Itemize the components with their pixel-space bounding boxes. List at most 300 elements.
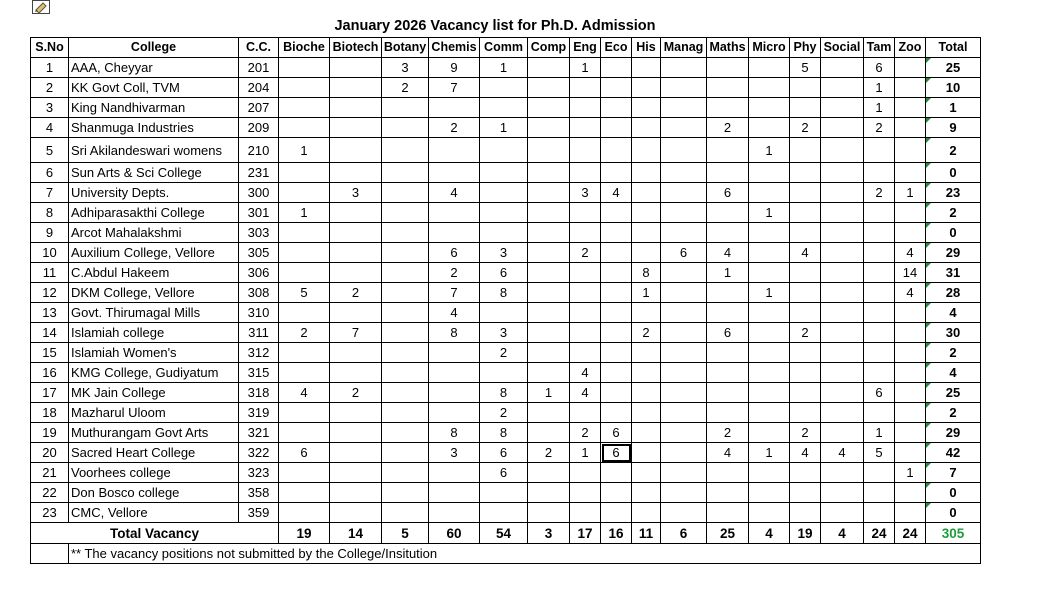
cell-his[interactable] [632,383,661,403]
cell-bioche[interactable]: 4 [279,383,330,403]
cell-total[interactable]: 31 [926,263,981,283]
cell-phy[interactable] [790,263,821,283]
cell-total[interactable]: 2 [926,203,981,223]
cell-tam[interactable] [864,483,895,503]
total-biotech[interactable]: 14 [330,523,382,544]
cell-micro[interactable] [749,263,790,283]
cell-tam[interactable]: 2 [864,118,895,138]
total-social[interactable]: 4 [821,523,864,544]
cell-manag[interactable] [661,78,707,98]
cell-botany[interactable] [382,363,429,383]
cell-maths[interactable] [707,403,749,423]
cell-phy[interactable]: 2 [790,118,821,138]
cell-chemis[interactable] [429,203,480,223]
cell-total[interactable]: 29 [926,423,981,443]
cell-comm[interactable] [480,78,528,98]
cell-maths[interactable] [707,98,749,118]
cell-manag[interactable] [661,323,707,343]
cell-c-c[interactable]: 207 [239,98,279,118]
cell-his[interactable] [632,363,661,383]
cell-eng[interactable] [570,78,601,98]
total-bioche[interactable]: 19 [279,523,330,544]
cell-micro[interactable]: 1 [749,443,790,463]
cell-tam[interactable] [864,463,895,483]
cell-social[interactable] [821,483,864,503]
cell-bioche[interactable]: 1 [279,138,330,163]
cell-comp[interactable] [528,403,570,423]
cell-eco[interactable] [601,263,632,283]
cell-micro[interactable] [749,363,790,383]
cell-maths[interactable]: 1 [707,263,749,283]
cell-comm[interactable] [480,163,528,183]
cell-comp[interactable] [528,78,570,98]
cell-zoo[interactable] [895,78,926,98]
cell-c-c[interactable]: 310 [239,303,279,323]
cell-comm[interactable]: 8 [480,423,528,443]
cell-total[interactable]: 30 [926,323,981,343]
cell-zoo[interactable] [895,483,926,503]
cell-biotech[interactable]: 2 [330,283,382,303]
cell-zoo[interactable] [895,223,926,243]
column-header-tam[interactable]: Tam [864,38,895,58]
cell-c-c[interactable]: 210 [239,138,279,163]
cell-botany[interactable] [382,138,429,163]
cell-eco[interactable] [601,383,632,403]
cell-maths[interactable]: 2 [707,118,749,138]
cell-college[interactable]: KMG College, Gudiyatum [69,363,239,383]
cell-tam[interactable]: 6 [864,58,895,78]
cell-botany[interactable] [382,463,429,483]
total-maths[interactable]: 25 [707,523,749,544]
cell-s-no[interactable]: 13 [31,303,69,323]
cell-manag[interactable] [661,58,707,78]
cell-his[interactable] [632,483,661,503]
cell-bioche[interactable] [279,78,330,98]
cell-maths[interactable] [707,58,749,78]
cell-botany[interactable] [382,163,429,183]
cell-botany[interactable] [382,203,429,223]
cell-botany[interactable] [382,423,429,443]
cell-chemis[interactable]: 7 [429,78,480,98]
cell-manag[interactable] [661,463,707,483]
column-header-college[interactable]: College [69,38,239,58]
cell-zoo[interactable] [895,323,926,343]
cell-s-no[interactable]: 8 [31,203,69,223]
cell-comm[interactable]: 6 [480,443,528,463]
cell-manag[interactable] [661,343,707,363]
cell-college[interactable]: Sun Arts & Sci College [69,163,239,183]
cell-his[interactable] [632,98,661,118]
cell-comm[interactable]: 8 [480,283,528,303]
cell-phy[interactable] [790,503,821,523]
cell-biotech[interactable] [330,98,382,118]
cell-total[interactable]: 23 [926,183,981,203]
cell-maths[interactable] [707,343,749,363]
cell-comp[interactable] [528,303,570,323]
cell-eng[interactable]: 4 [570,363,601,383]
column-header-micro[interactable]: Micro [749,38,790,58]
cell-eng[interactable]: 2 [570,243,601,263]
cell-micro[interactable] [749,303,790,323]
cell-biotech[interactable] [330,403,382,423]
cell-manag[interactable] [661,118,707,138]
cell-comp[interactable] [528,343,570,363]
cell-chemis[interactable] [429,463,480,483]
cell-manag[interactable] [661,363,707,383]
cell-eng[interactable] [570,138,601,163]
cell-c-c[interactable]: 322 [239,443,279,463]
total-total[interactable]: 305 [926,523,981,544]
cell-s-no[interactable]: 6 [31,163,69,183]
total-comp[interactable]: 3 [528,523,570,544]
cell-maths[interactable] [707,303,749,323]
cell-bioche[interactable] [279,183,330,203]
cell-total[interactable]: 4 [926,303,981,323]
cell-s-no[interactable]: 20 [31,443,69,463]
cell-zoo[interactable] [895,98,926,118]
cell-comp[interactable] [528,163,570,183]
cell-micro[interactable] [749,483,790,503]
cell-social[interactable] [821,423,864,443]
cell-s-no[interactable]: 22 [31,483,69,503]
cell-zoo[interactable] [895,138,926,163]
cell-micro[interactable]: 1 [749,283,790,303]
cell-chemis[interactable] [429,343,480,363]
cell-eco[interactable] [601,138,632,163]
cell-comm[interactable] [480,98,528,118]
cell-comp[interactable] [528,463,570,483]
cell-bioche[interactable] [279,403,330,423]
cell-social[interactable] [821,223,864,243]
cell-c-c[interactable]: 306 [239,263,279,283]
cell-college[interactable]: CMC, Vellore [69,503,239,523]
total-tam[interactable]: 24 [864,523,895,544]
cell-chemis[interactable] [429,223,480,243]
cell-phy[interactable] [790,183,821,203]
cell-eng[interactable] [570,403,601,423]
note-blank-cell[interactable] [31,544,69,564]
cell-s-no[interactable]: 11 [31,263,69,283]
cell-his[interactable]: 1 [632,283,661,303]
column-header-his[interactable]: His [632,38,661,58]
cell-chemis[interactable] [429,383,480,403]
cell-botany[interactable]: 2 [382,78,429,98]
cell-zoo[interactable] [895,363,926,383]
cell-college[interactable]: Mazharul Uloom [69,403,239,423]
cell-comm[interactable]: 3 [480,243,528,263]
cell-phy[interactable]: 2 [790,323,821,343]
cell-comp[interactable] [528,58,570,78]
cell-s-no[interactable]: 17 [31,383,69,403]
cell-comm[interactable] [480,223,528,243]
total-eng[interactable]: 17 [570,523,601,544]
cell-zoo[interactable]: 1 [895,183,926,203]
cell-comm[interactable]: 8 [480,383,528,403]
cell-micro[interactable] [749,223,790,243]
cell-manag[interactable] [661,383,707,403]
cell-eco[interactable] [601,118,632,138]
cell-eco[interactable] [601,78,632,98]
cell-total[interactable]: 9 [926,118,981,138]
cell-s-no[interactable]: 14 [31,323,69,343]
cell-social[interactable] [821,183,864,203]
column-header-manag[interactable]: Manag [661,38,707,58]
cell-social[interactable] [821,403,864,423]
cell-botany[interactable] [382,283,429,303]
column-header-eng[interactable]: Eng [570,38,601,58]
cell-c-c[interactable]: 359 [239,503,279,523]
cell-manag[interactable] [661,303,707,323]
cell-comp[interactable] [528,118,570,138]
cell-bioche[interactable] [279,343,330,363]
cell-chemis[interactable] [429,163,480,183]
cell-c-c[interactable]: 209 [239,118,279,138]
cell-biotech[interactable] [330,443,382,463]
cell-his[interactable]: 2 [632,323,661,343]
cell-comp[interactable] [528,223,570,243]
cell-micro[interactable] [749,323,790,343]
cell-total[interactable]: 0 [926,503,981,523]
cell-zoo[interactable]: 1 [895,463,926,483]
cell-social[interactable] [821,503,864,523]
cell-manag[interactable]: 6 [661,243,707,263]
cell-total[interactable]: 10 [926,78,981,98]
cell-bioche[interactable]: 5 [279,283,330,303]
cell-college[interactable]: Govt. Thirumagal Mills [69,303,239,323]
cell-eco[interactable] [601,98,632,118]
cell-eco[interactable]: 6 [601,423,632,443]
cell-eng[interactable]: 2 [570,423,601,443]
cell-eco[interactable] [601,243,632,263]
cell-micro[interactable] [749,163,790,183]
cell-manag[interactable] [661,403,707,423]
cell-total[interactable]: 1 [926,98,981,118]
cell-chemis[interactable]: 4 [429,183,480,203]
cell-manag[interactable] [661,423,707,443]
total-chemis[interactable]: 60 [429,523,480,544]
cell-phy[interactable] [790,363,821,383]
cell-tam[interactable] [864,363,895,383]
cell-bioche[interactable] [279,223,330,243]
cell-botany[interactable] [382,223,429,243]
total-his[interactable]: 11 [632,523,661,544]
cell-maths[interactable] [707,138,749,163]
cell-zoo[interactable] [895,403,926,423]
cell-c-c[interactable]: 204 [239,78,279,98]
cell-chemis[interactable]: 9 [429,58,480,78]
cell-total[interactable]: 28 [926,283,981,303]
cell-zoo[interactable] [895,343,926,363]
cell-manag[interactable] [661,443,707,463]
cell-comm[interactable]: 6 [480,463,528,483]
cell-comm[interactable] [480,138,528,163]
cell-comp[interactable] [528,138,570,163]
cell-bioche[interactable]: 1 [279,203,330,223]
column-header-botany[interactable]: Botany [382,38,429,58]
cell-micro[interactable] [749,78,790,98]
cell-comm[interactable]: 1 [480,118,528,138]
cell-manag[interactable] [661,138,707,163]
cell-bioche[interactable] [279,423,330,443]
cell-his[interactable] [632,303,661,323]
cell-eng[interactable] [570,203,601,223]
total-phy[interactable]: 19 [790,523,821,544]
cell-botany[interactable]: 3 [382,58,429,78]
cell-c-c[interactable]: 321 [239,423,279,443]
column-header-c-c[interactable]: C.C. [239,38,279,58]
total-manag[interactable]: 6 [661,523,707,544]
cell-comp[interactable] [528,98,570,118]
cell-micro[interactable] [749,98,790,118]
cell-botany[interactable] [382,483,429,503]
cell-phy[interactable]: 4 [790,243,821,263]
column-header-chemis[interactable]: Chemis [429,38,480,58]
cell-micro[interactable] [749,423,790,443]
cell-phy[interactable] [790,303,821,323]
column-header-comp[interactable]: Comp [528,38,570,58]
cell-college[interactable]: C.Abdul Hakeem [69,263,239,283]
column-header-s-no[interactable]: S.No [31,38,69,58]
cell-comp[interactable] [528,283,570,303]
cell-zoo[interactable]: 14 [895,263,926,283]
cell-college[interactable]: AAA, Cheyyar [69,58,239,78]
cell-tam[interactable]: 6 [864,383,895,403]
cell-college[interactable]: Voorhees college [69,463,239,483]
cell-tam[interactable] [864,503,895,523]
cell-comm[interactable]: 2 [480,403,528,423]
cell-his[interactable] [632,223,661,243]
cell-phy[interactable] [790,403,821,423]
cell-zoo[interactable] [895,58,926,78]
cell-bioche[interactable] [279,98,330,118]
cell-his[interactable] [632,403,661,423]
cell-chemis[interactable] [429,98,480,118]
cell-social[interactable] [821,463,864,483]
cell-zoo[interactable] [895,163,926,183]
cell-zoo[interactable] [895,203,926,223]
cell-maths[interactable] [707,363,749,383]
cell-bioche[interactable] [279,243,330,263]
cell-eng[interactable]: 3 [570,183,601,203]
cell-eng[interactable] [570,323,601,343]
cell-manag[interactable] [661,223,707,243]
cell-tam[interactable]: 1 [864,423,895,443]
cell-maths[interactable]: 4 [707,443,749,463]
cell-micro[interactable] [749,343,790,363]
cell-comp[interactable] [528,363,570,383]
cell-c-c[interactable]: 318 [239,383,279,403]
cell-social[interactable] [821,98,864,118]
cell-total[interactable]: 25 [926,383,981,403]
cell-tam[interactable] [864,323,895,343]
cell-eng[interactable] [570,343,601,363]
cell-bioche[interactable] [279,363,330,383]
cell-his[interactable] [632,118,661,138]
cell-biotech[interactable]: 2 [330,383,382,403]
cell-bioche[interactable] [279,263,330,283]
cell-c-c[interactable]: 201 [239,58,279,78]
cell-phy[interactable] [790,203,821,223]
total-micro[interactable]: 4 [749,523,790,544]
cell-eco[interactable] [601,203,632,223]
column-header-zoo[interactable]: Zoo [895,38,926,58]
cell-total[interactable]: 2 [926,138,981,163]
cell-comp[interactable]: 2 [528,443,570,463]
cell-college[interactable]: University Depts. [69,183,239,203]
cell-bioche[interactable]: 6 [279,443,330,463]
cell-maths[interactable] [707,463,749,483]
cell-micro[interactable]: 1 [749,138,790,163]
cell-comp[interactable] [528,183,570,203]
cell-chemis[interactable] [429,503,480,523]
cell-college[interactable]: Auxilium College, Vellore [69,243,239,263]
cell-tam[interactable]: 2 [864,183,895,203]
cell-phy[interactable]: 4 [790,443,821,463]
cell-botany[interactable] [382,383,429,403]
cell-chemis[interactable] [429,138,480,163]
cell-social[interactable] [821,303,864,323]
cell-eng[interactable] [570,463,601,483]
cell-botany[interactable] [382,443,429,463]
cell-phy[interactable] [790,223,821,243]
cell-chemis[interactable]: 7 [429,283,480,303]
cell-maths[interactable] [707,283,749,303]
cell-phy[interactable] [790,383,821,403]
cell-his[interactable] [632,78,661,98]
cell-social[interactable] [821,283,864,303]
cell-eco[interactable]: 4 [601,183,632,203]
cell-s-no[interactable]: 9 [31,223,69,243]
cell-social[interactable]: 4 [821,443,864,463]
cell-c-c[interactable]: 231 [239,163,279,183]
cell-s-no[interactable]: 15 [31,343,69,363]
cell-his[interactable] [632,183,661,203]
cell-biotech[interactable] [330,243,382,263]
cell-biotech[interactable] [330,343,382,363]
cell-maths[interactable] [707,203,749,223]
cell-comp[interactable] [528,263,570,283]
cell-tam[interactable] [864,343,895,363]
cell-biotech[interactable] [330,303,382,323]
total-eco[interactable]: 16 [601,523,632,544]
cell-s-no[interactable]: 12 [31,283,69,303]
cell-biotech[interactable] [330,118,382,138]
cell-biotech[interactable] [330,78,382,98]
cell-chemis[interactable] [429,483,480,503]
cell-eng[interactable] [570,98,601,118]
cell-phy[interactable] [790,483,821,503]
cell-comm[interactable] [480,483,528,503]
cell-phy[interactable] [790,98,821,118]
cell-total[interactable]: 4 [926,363,981,383]
cell-comp[interactable] [528,203,570,223]
cell-tam[interactable] [864,243,895,263]
cell-maths[interactable] [707,78,749,98]
cell-chemis[interactable]: 4 [429,303,480,323]
cell-maths[interactable]: 6 [707,183,749,203]
cell-chemis[interactable]: 2 [429,263,480,283]
cell-chemis[interactable] [429,363,480,383]
cell-s-no[interactable]: 10 [31,243,69,263]
cell-social[interactable] [821,203,864,223]
cell-c-c[interactable]: 303 [239,223,279,243]
cell-c-c[interactable]: 308 [239,283,279,303]
cell-total[interactable]: 0 [926,223,981,243]
cell-zoo[interactable]: 4 [895,283,926,303]
cell-s-no[interactable]: 16 [31,363,69,383]
cell-social[interactable] [821,243,864,263]
cell-his[interactable] [632,58,661,78]
